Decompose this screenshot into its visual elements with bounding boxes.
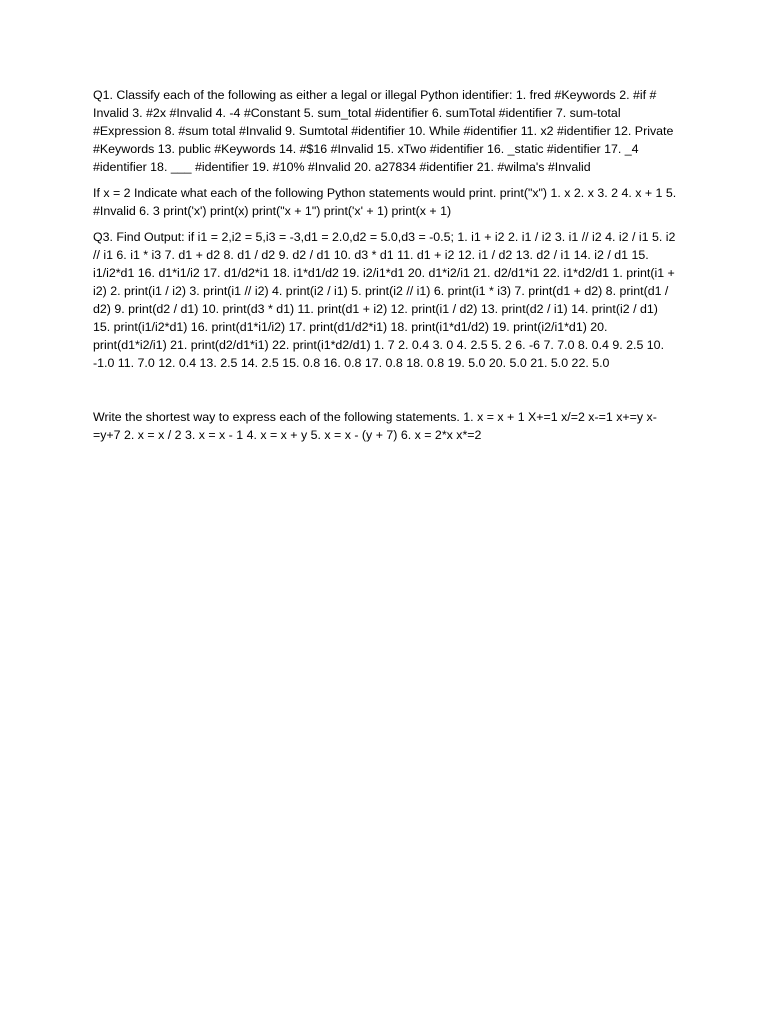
question-3-paragraph: Q3. Find Output: if i1 = 2,i2 = 5,i3 = -3,d1 = 2.0,d2 = 5.0,d3 = -0.5; 1. i1 + i2 2. i1 / i2 3. i1 // i2 4. i2 / i1 5. i2 // i1 6. i1 * i3 7. d1 + d2 8. d1 / d2 9. d2 / d1 10. d3 * d1 11. d1 + i2 12. i1 / d2 13. d2 / i1 14. i2 / d1 15. i1/i2*d1 16. d1*i1/i2 17. d1/d2*i1 18. i1*d1/d2 19. i2/i1*d1 20. d1*i2/i1 21. d2/d1*i1 22. i1*d2/d1 1. print(i1 + i2) 2. print(i1 / i2) 3. print(i1 // i2) 4. print(i2 / i1) 5. print(i2 // i1) 6. print(i1 * i3) 7. print(d1 + d2) 8. print(d1 / d2) 9. print(d2 / d1) 10. print(d3 * d1) 11. print(d1 + i2) 12. print(i1 / d2) 13. print(d2 / i1) 14. print(i2 / d1) 15. print(i1/i2*d1) 16. print(d1*i1/i2) 17. print(d1/d2*i1) 18. print(i1*d1/d2) 19. print(i2/i1*d1) 20. print(d1*i2/i1) 21. print(d2/d1*i1) 22. print(i1*d2/d1) 1. 7 2. 0.4 3. 0 4. 2.5 5. 2 6. -6 7. 7.0 8. 0.4 9. 2.5 10. -1.0 11. 7.0 12. 0.4 13. 2.5 14. 2.5 15. 0.8 16. 0.8 17. 0.8 18. 0.8 19. 5.0 20. 5.0 21. 5.0 22. 5.0 — [93, 230, 676, 370]
blank-line — [93, 380, 677, 408]
question-2-paragraph: If x = 2 Indicate what each of the following Python statements would print. print("x") 1. x 2. x 3. 2 4. x + 1 5. #Invalid 6. 3 print('x') print(x) print("x + 1") print('x' + 1) print(x + 1) — [93, 186, 677, 218]
document-body — [93, 86, 677, 452]
question-1-paragraph: Q1. Classify each of the following as either a legal or illegal Python identifier: 1. fred #Keywords 2. #if # Invalid 3. #2x #Invalid 4. -4 #Constant 5. sum_total #identifier 6. sumTotal #identifier 7. sum-total #Expression 8. #sum total #Invalid 9. Sumtotal #identifier 10. While #identifier 11. x2 #identifier 12. Private #Keywords 13. public #Keywords 14. #$16 #Invalid 15. xTwo #identifier 16. _static #identifier 17. _4 #identifier 18. ___ #identifier 19. #10% #Invalid 20. a27834 #identifier 21. #wilma's #Invalid — [93, 88, 674, 174]
question-4-paragraph: Write the shortest way to express each of the following statements. 1. x = x + 1 X+=1 x/=2 x-=1 x+=y x-=y+7 2. x = x / 2 3. x = x - 1 4. x = x + y 5. x = x - (y + 7) 6. x = 2*x x*=2 — [93, 410, 657, 442]
